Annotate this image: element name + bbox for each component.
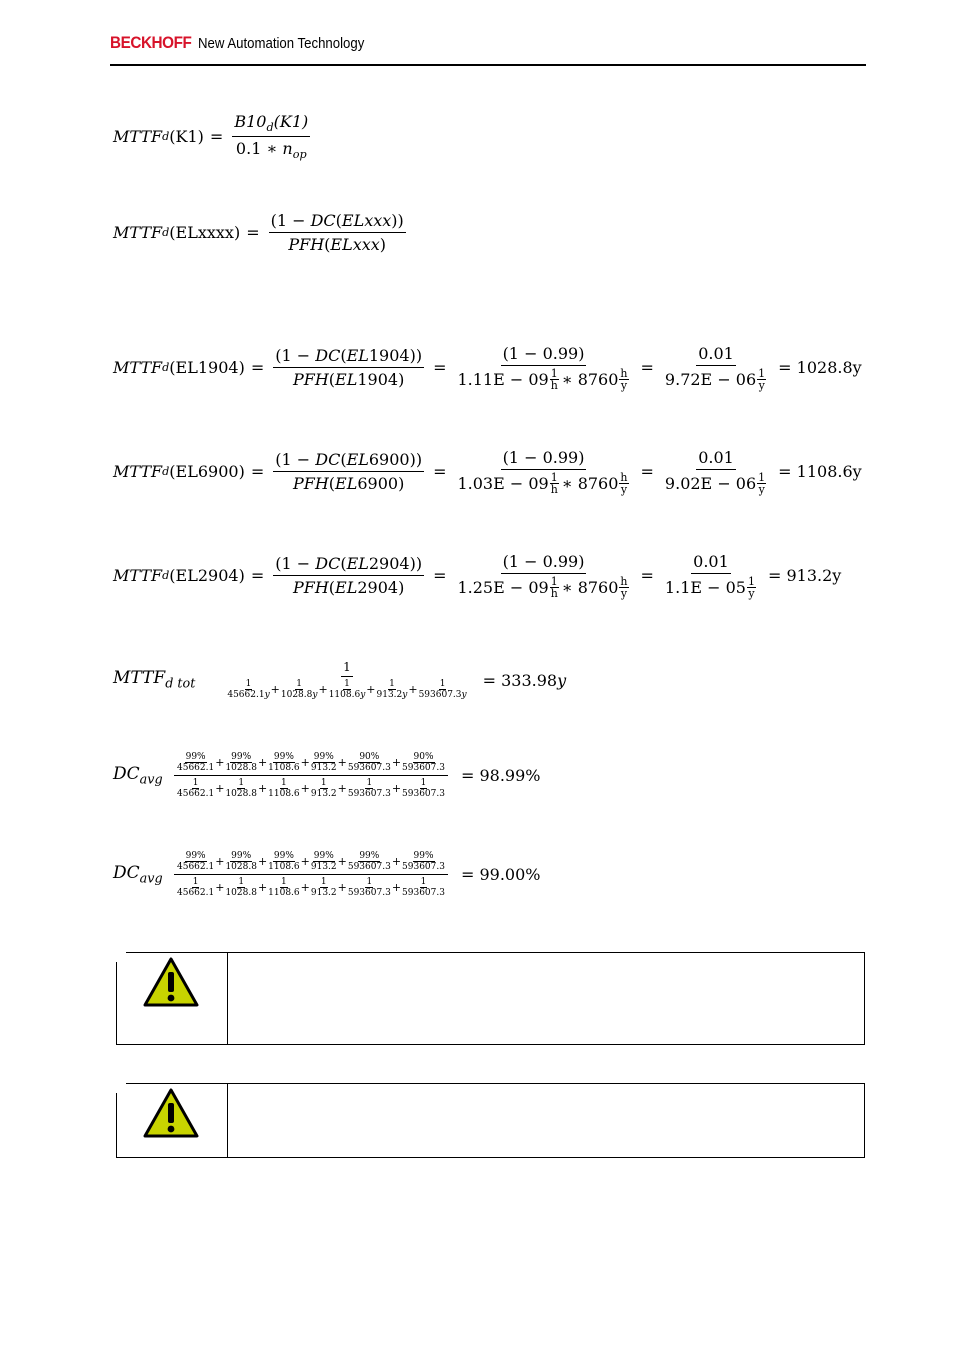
result-value: = 1108.6y xyxy=(778,462,862,481)
term-fraction: 1 45662.1 xyxy=(177,778,215,799)
unit-fraction: 1 y xyxy=(758,471,766,496)
formula-mttf-row: MTTF d ( EL1904 ) = $\frac{(1 - DC(EL1904))}{\text{PFH(EL1904)}}$ = (1 − 0.99) 1.11E − 09 1 h ∗ 8760 h y = 0.01 9.72E − 06 1 y = 1028.8y xyxy=(113,344,862,392)
term-fraction: $\frac{1}{1108.6}$ xyxy=(268,778,300,799)
fraction: 0.01 1.1E − 05 1 y xyxy=(664,552,755,600)
formula-mttf-elxxxx: MTTF d (ELxxxx) = $\frac{\text{(1 − DC(ELxxx))}}{\text{PFH(ELxxx)}}$ xyxy=(113,211,404,254)
term-fraction: $\frac{1}{1108.6y}$ xyxy=(328,679,366,700)
warning-icon-cell xyxy=(117,1084,228,1157)
term-fraction: $\frac{99\%}{593607.3}$ xyxy=(347,851,391,872)
brand-tagline: New Automation Technology xyxy=(198,35,365,52)
term-fraction: $\frac{99\%}{1028.8}$ xyxy=(225,752,257,773)
fraction: (1 − 0.99) 1.03E − 09 1 h ∗ 8760 h y xyxy=(457,448,628,496)
unit-fraction: h y xyxy=(620,575,628,600)
fraction: $\frac{\text{(1 − DC(ELxxx))}}{\text{PFH(ELxxx)}}$ xyxy=(270,211,404,254)
fraction: $\frac{B10_d(K1)}{0.1 ∗ n_{op}}$ xyxy=(234,112,309,162)
term-fraction: $\frac{90\%}{593607.3}$ xyxy=(347,752,391,773)
term-fraction: $\frac{99\%}{913.2}$ xyxy=(310,752,337,773)
total-fraction: 1 1 45662.1y + $\frac{1}{1028.8y}$ + $\frac{1}{1108.6y}$ + $\frac{1}{913.2y}$ + $\frac{1}{593607.3y}$ xyxy=(227,660,467,700)
fraction: (1 − 0.99) 1.25E − 09 1 h ∗ 8760 h y xyxy=(457,552,628,600)
formula-dc-avg-1: $DC_{avg}$ 99% 45662.1 + $\frac{99\%}{1028.8}$ + $\frac{99\%}{1108.6}$ + $\frac{99\%}{913.2}$ + $\frac{90\%}{593607.3}$ + $\frac{90\%}{593607.3}$ 1 45662.1 + $\frac{1}{1028.8}$ + $\frac{1}{1108.6}$ + $\frac{1}{913.2}$ + $\frac{1}{593607.3}$ + $\frac{1}{593607.3}$ = 98.99% xyxy=(113,752,541,799)
term-fraction: 1 45662.1 xyxy=(177,877,215,898)
term-fraction: $\frac{1}{913.2y}$ xyxy=(376,679,408,700)
warning-icon xyxy=(143,1088,199,1138)
term-fraction: 99% 45662.1 xyxy=(177,752,215,773)
fraction: $\frac{(1 - DC(EL2904))}{\text{PFH(EL2904)}}$ xyxy=(275,554,423,597)
formula-mttf-row: MTTF d ( EL6900 ) = $\frac{(1 - DC(EL6900))}{\text{PFH(EL6900)}}$ = (1 − 0.99) 1.03E − 09 1 h ∗ 8760 h y = 0.01 9.02E − 06 1 y = 1108.6y xyxy=(113,448,862,496)
brand-logo: BECKHOFF xyxy=(110,33,192,52)
page-header xyxy=(110,30,866,66)
term-fraction: $\frac{1}{1028.8}$ xyxy=(225,877,257,898)
result-value: = 1028.8y xyxy=(778,358,862,377)
device-term: EL2904 xyxy=(175,566,239,585)
unit-fraction: 1 y xyxy=(747,575,755,600)
unit-fraction: h y xyxy=(620,471,628,496)
term-fraction: 1 45662.1y xyxy=(227,679,270,700)
fraction: 0.01 9.72E − 06 1 y xyxy=(664,344,766,392)
dc-fraction: 99% 45662.1 + $\frac{99\%}{1028.8}$ + $\frac{99\%}{1108.6}$ + $\frac{99\%}{913.2}$ + $\frac{90\%}{593607.3}$ + $\frac{90\%}{593607.3}$ 1 45662.1 + $\frac{1}{1028.8}$ + $\frac{1}{1108.6}$ + $\frac{1}{913.2}$ + $\frac{1}{593607.3}$ + $\frac{1}{593607.3}$ xyxy=(174,752,448,799)
term-fraction: $\frac{99\%}{1028.8}$ xyxy=(225,851,257,872)
term-fraction: $\frac{1}{593607.3}$ xyxy=(347,877,391,898)
term-fraction: $\frac{99\%}{913.2}$ xyxy=(310,851,337,872)
device-term: EL6900 xyxy=(175,462,239,481)
unit-fraction: 1 y xyxy=(758,367,766,392)
fraction: (1 − 0.99) 1.11E − 09 1 h ∗ 8760 h y xyxy=(457,344,628,392)
result-value: = 913.2y xyxy=(767,566,842,585)
fraction: 0.01 9.02E − 06 1 y xyxy=(664,448,766,496)
fraction: $\frac{(1 - DC(EL6900))}{\text{PFH(EL6900)}}$ xyxy=(275,450,423,493)
warning-box-1 xyxy=(116,952,865,1045)
device-term: EL1904 xyxy=(175,358,239,377)
term-fraction: $\frac{1}{593607.3}$ xyxy=(402,778,445,799)
unit-fraction: h y xyxy=(620,367,628,392)
dc-fraction: 99% 45662.1 + $\frac{99\%}{1028.8}$ + $\frac{99\%}{1108.6}$ + $\frac{99\%}{913.2}$ + $\frac{99\%}{593607.3}$ + $\frac{99\%}{593607.3}$ 1 45662.1 + $\frac{1}{1028.8}$ + $\frac{1}{1108.6}$ + $\frac{1}{913.2}$ + $\frac{1}{593607.3}$ + $\frac{1}{593607.3}$ xyxy=(174,851,448,898)
term-fraction: $\frac{1}{593607.3}$ xyxy=(347,778,391,799)
term-fraction: $\frac{1}{913.2}$ xyxy=(310,778,337,799)
warning-icon-cell xyxy=(117,953,228,1044)
term-fraction: $\frac{1}{1108.6}$ xyxy=(268,877,300,898)
term-fraction: $\frac{1}{593607.3y}$ xyxy=(418,679,467,700)
unit-fraction: 1 h xyxy=(550,575,558,600)
term-fraction: 99% 45662.1 xyxy=(177,851,215,872)
term-fraction: $\frac{1}{1028.8y}$ xyxy=(280,679,318,700)
term-fraction: $\frac{99\%}{1108.6}$ xyxy=(268,752,300,773)
fraction: $\frac{(1 - DC(EL1904))}{\text{PFH(EL1904)}}$ xyxy=(275,346,423,389)
term-fraction: $\frac{99\%}{593607.3}$ xyxy=(402,851,445,872)
formula-dc-avg-2: $DC_{avg}$ 99% 45662.1 + $\frac{99\%}{1028.8}$ + $\frac{99\%}{1108.6}$ + $\frac{99\%}{913.2}$ + $\frac{99\%}{593607.3}$ + $\frac{99\%}{593607.3}$ 1 45662.1 + $\frac{1}{1028.8}$ + $\frac{1}{1108.6}$ + $\frac{1}{913.2}$ + $\frac{1}{593607.3}$ + $\frac{1}{593607.3}$ = 99.00% xyxy=(113,851,541,898)
formula-mttf-k1: MTTF d (K1) = $\frac{B10_d(K1)}{0.1 ∗ n_{op}}$ xyxy=(113,112,309,162)
warning-box-2 xyxy=(116,1083,865,1158)
unit-fraction: 1 h xyxy=(550,471,558,496)
term-fraction: $\frac{99\%}{1108.6}$ xyxy=(268,851,300,872)
term-fraction: $\frac{1}{913.2}$ xyxy=(310,877,337,898)
term-fraction: $\frac{90\%}{593607.3}$ xyxy=(402,752,445,773)
term-fraction: $\frac{1}{1028.8}$ xyxy=(225,778,257,799)
warning-icon xyxy=(143,957,199,1007)
formula-mttf-total: $MTTF_{d tot}$ 1 1 45662.1y + $\frac{1}{1028.8y}$ + $\frac{1}{1108.6y}$ + $\frac{1}{913.2y}$ + $\frac{1}{593607.3y}$ = 333.98y xyxy=(113,660,567,700)
term-fraction: $\frac{1}{593607.3}$ xyxy=(402,877,445,898)
formula-mttf-row: MTTF d ( EL2904 ) = $\frac{(1 - DC(EL2904))}{\text{PFH(EL2904)}}$ = (1 − 0.99) 1.25E − 09 1 h ∗ 8760 h y = 0.01 1.1E − 05 1 y = 913.2y xyxy=(113,552,842,600)
unit-fraction: 1 h xyxy=(550,367,558,392)
